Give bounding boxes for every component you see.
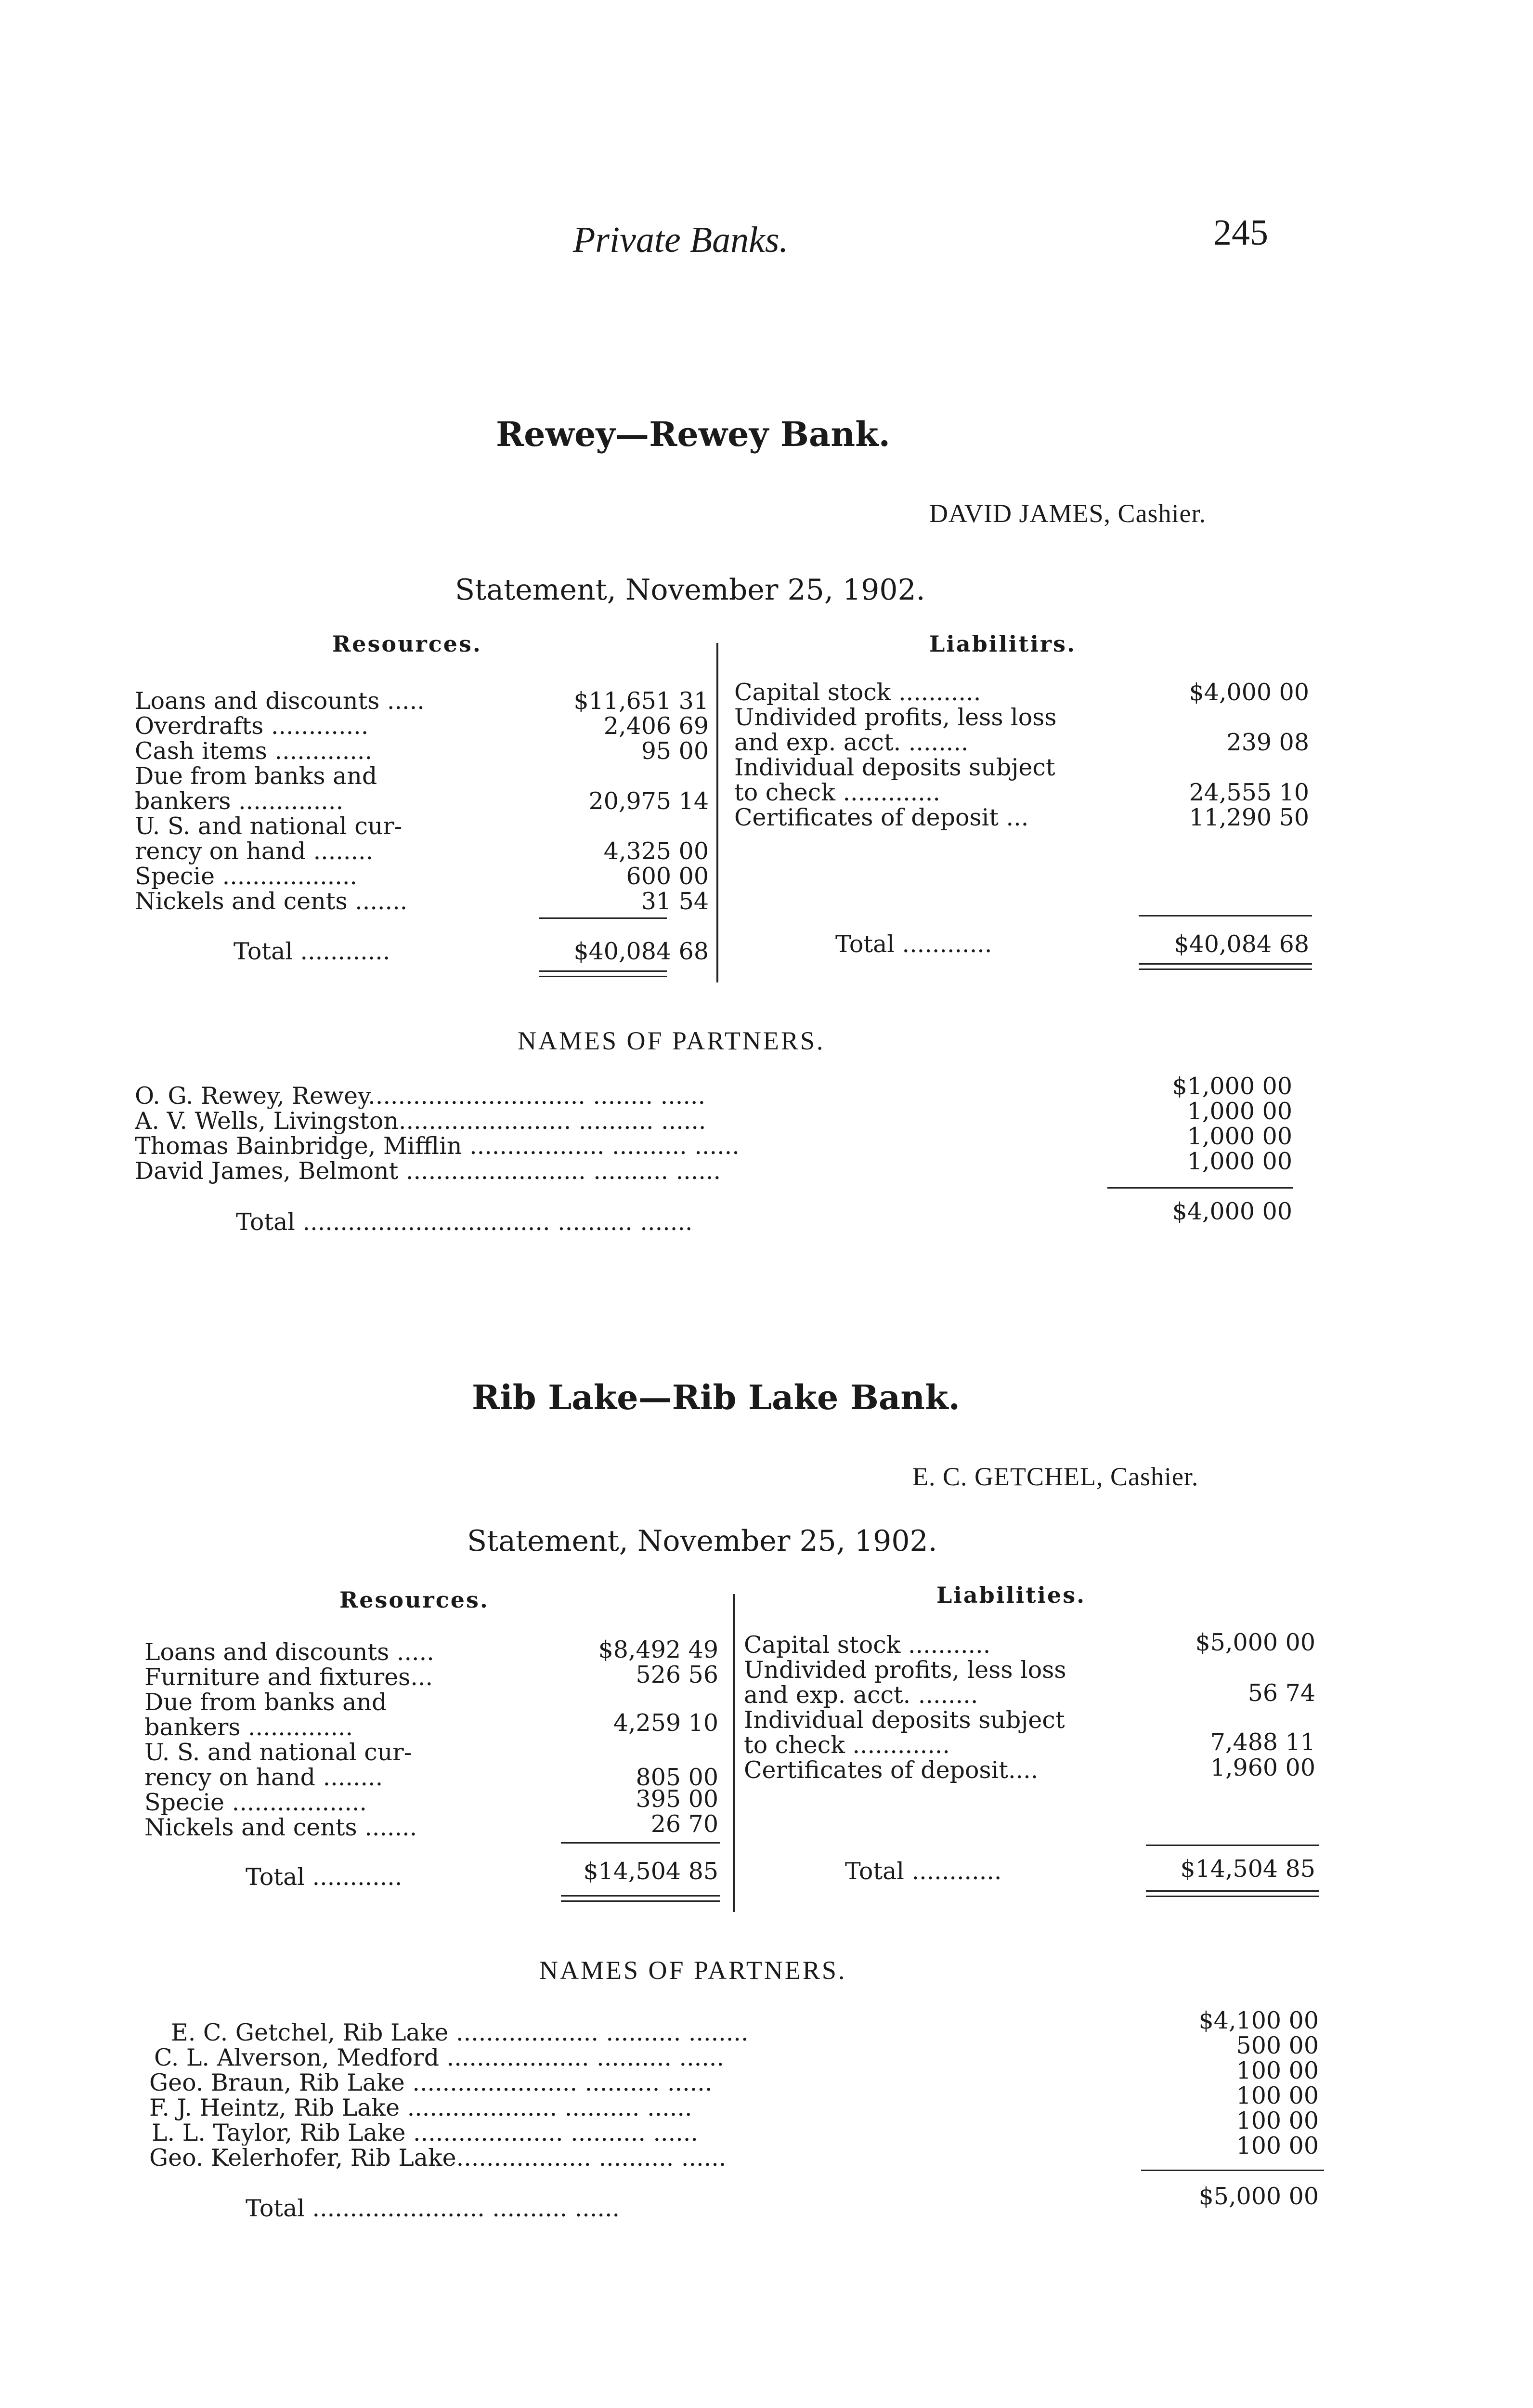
partner-amount: 100 00 bbox=[1236, 2082, 1319, 2109]
resource-amount: 4,259 10 bbox=[613, 1709, 718, 1737]
liability-amount: $4,000 00 bbox=[1189, 679, 1309, 706]
subtotal-rule bbox=[1146, 1845, 1319, 1846]
partners-heading: NAMES OF PARTNERS. bbox=[518, 1026, 825, 1055]
liability-label: to check ............. bbox=[744, 1731, 950, 1759]
resource-amount: $8,492 49 bbox=[598, 1636, 718, 1663]
cashier-name: DAVID JAMES, Cashier. bbox=[929, 499, 1207, 528]
subtotal-rule bbox=[539, 917, 667, 919]
resources-total-label: Total ............ bbox=[234, 938, 390, 965]
partner-name: David James, Belmont ........................ .......... ...... bbox=[135, 1159, 721, 1184]
resource-amount: 2,406 69 bbox=[603, 712, 709, 740]
resource-amount: 20,975 14 bbox=[588, 787, 709, 815]
partner-name: Geo. Braun, Rib Lake ...................... .......... ...... bbox=[149, 2070, 713, 2095]
partners-total-label: Total ....................... .......... ...... bbox=[246, 2196, 620, 2221]
subtotal-rule bbox=[1139, 915, 1312, 916]
partners-total-label: Total ................................. .......... ....... bbox=[236, 1210, 693, 1235]
liability-amount: 1,960 00 bbox=[1210, 1754, 1315, 1781]
liability-amount: 7,488 11 bbox=[1210, 1728, 1315, 1756]
resource-label: rency on hand ........ bbox=[144, 1764, 383, 1791]
resource-amount: 600 00 bbox=[626, 863, 709, 890]
resource-label: bankers .............. bbox=[135, 787, 344, 815]
total-double-rule bbox=[1146, 1890, 1319, 1897]
resource-label: Due from banks and bbox=[135, 762, 377, 790]
subtotal-rule bbox=[1141, 2170, 1324, 2171]
liability-label: Certificates of deposit ... bbox=[734, 804, 1029, 831]
subtotal-rule bbox=[561, 1842, 720, 1844]
total-double-rule bbox=[539, 970, 667, 977]
resource-amount: 395 00 bbox=[636, 1785, 718, 1813]
liability-label: Capital stock ........... bbox=[734, 679, 981, 706]
partner-name: C. L. Alverson, Medford ................... .......... ...... bbox=[154, 2045, 724, 2070]
liability-label: and exp. acct. ........ bbox=[744, 1681, 978, 1709]
total-double-rule bbox=[1139, 963, 1312, 970]
liabilities-heading: Liabilitirs. bbox=[929, 631, 1077, 657]
resource-label: Loans and discounts ..... bbox=[144, 1638, 434, 1666]
partner-amount: 1,000 00 bbox=[1187, 1098, 1292, 1125]
statement-date: Statement, November 25, 1902. bbox=[455, 573, 925, 607]
bank-title: Rib Lake—Rib Lake Bank. bbox=[472, 1377, 961, 1417]
partner-name: Geo. Kelerhofer, Rib Lake.................. .......... ...... bbox=[149, 2146, 727, 2171]
total-double-rule bbox=[561, 1895, 720, 1902]
resource-amount: 4,325 00 bbox=[603, 838, 709, 865]
resource-amount: 526 56 bbox=[636, 1661, 718, 1688]
liability-amount: 56 74 bbox=[1247, 1679, 1315, 1707]
page-number: 245 bbox=[1213, 212, 1268, 253]
column-divider bbox=[716, 643, 718, 982]
resource-label: U. S. and national cur- bbox=[144, 1739, 412, 1766]
resource-label: Specie .................. bbox=[144, 1789, 367, 1816]
liabilities-total-label: Total ............ bbox=[845, 1858, 1002, 1885]
liability-label: and exp. acct. ........ bbox=[734, 729, 969, 756]
statement-date: Statement, November 25, 1902. bbox=[467, 1524, 937, 1558]
resources-total-label: Total ............ bbox=[246, 1863, 403, 1891]
resource-label: U. S. and national cur- bbox=[135, 812, 403, 840]
resource-label: rency on hand ........ bbox=[135, 838, 374, 865]
partner-amount: 500 00 bbox=[1236, 2032, 1319, 2059]
column-divider bbox=[733, 1594, 735, 1912]
resources-heading: Resources. bbox=[332, 631, 482, 657]
resource-label: Overdrafts ............. bbox=[135, 712, 369, 740]
partner-amount: $1,000 00 bbox=[1172, 1073, 1292, 1100]
subtotal-rule bbox=[1107, 1187, 1293, 1189]
partner-amount: 1,000 00 bbox=[1187, 1148, 1292, 1175]
liability-label: Certificates of deposit.... bbox=[744, 1756, 1039, 1784]
resource-label: Cash items ............. bbox=[135, 737, 373, 765]
liability-amount: $5,000 00 bbox=[1195, 1629, 1315, 1656]
partner-amount: 1,000 00 bbox=[1187, 1123, 1292, 1150]
resource-amount: 805 00 bbox=[636, 1764, 718, 1791]
resource-amount: $11,651 31 bbox=[573, 687, 709, 715]
resources-heading: Resources. bbox=[339, 1587, 489, 1613]
partner-name: F. J. Heintz, Rib Lake .................... .......... ...... bbox=[149, 2095, 692, 2120]
resource-label: bankers .............. bbox=[144, 1714, 353, 1741]
partner-amount: 100 00 bbox=[1236, 2107, 1319, 2134]
partners-total: $4,000 00 bbox=[1172, 1198, 1292, 1225]
liability-label: to check ............. bbox=[734, 779, 940, 806]
liability-label: Undivided profits, less loss bbox=[744, 1656, 1066, 1684]
cashier-name: E. C. GETCHEL, Cashier. bbox=[912, 1462, 1199, 1491]
resource-label: Nickels and cents ....... bbox=[144, 1814, 417, 1841]
resource-label: Specie .................. bbox=[135, 863, 357, 890]
resource-amount: 26 70 bbox=[650, 1810, 718, 1838]
liability-amount: 24,555 10 bbox=[1189, 779, 1309, 806]
liability-label: Individual deposits subject bbox=[734, 754, 1055, 781]
resource-label: Loans and discounts ..... bbox=[135, 687, 425, 715]
resource-label: Furniture and fixtures... bbox=[144, 1663, 433, 1691]
resource-label: Due from banks and bbox=[144, 1688, 387, 1716]
partners-total: $5,000 00 bbox=[1198, 2183, 1319, 2210]
liabilities-heading: Liabilities. bbox=[936, 1582, 1086, 1608]
partners-heading: NAMES OF PARTNERS. bbox=[539, 1956, 847, 1985]
partner-amount: 100 00 bbox=[1236, 2057, 1319, 2084]
liabilities-total: $14,504 85 bbox=[1180, 1855, 1315, 1883]
resources-total: $40,084 68 bbox=[573, 938, 709, 965]
bank-title: Rewey—Rewey Bank. bbox=[496, 414, 891, 454]
partner-name: L. L. Taylor, Rib Lake .................... .......... ...... bbox=[152, 2120, 698, 2146]
partner-name: O. G. Rewey, Rewey............................. ........ ...... bbox=[135, 1084, 706, 1109]
liability-amount: 239 08 bbox=[1226, 729, 1309, 756]
running-title: Private Banks. bbox=[573, 220, 789, 260]
resource-amount: 95 00 bbox=[641, 737, 709, 765]
resource-label: Nickels and cents ....... bbox=[135, 888, 408, 915]
partner-name: Thomas Bainbridge, Mifflin .................. .......... ...... bbox=[135, 1134, 740, 1159]
liabilities-total: $40,084 68 bbox=[1174, 930, 1309, 958]
partner-name: A. V. Wells, Livingston....................... .......... ...... bbox=[135, 1109, 706, 1134]
resource-amount: 31 54 bbox=[641, 888, 709, 915]
liability-label: Capital stock ........... bbox=[744, 1631, 991, 1659]
liabilities-total-label: Total ............ bbox=[835, 930, 992, 958]
liability-label: Individual deposits subject bbox=[744, 1706, 1065, 1734]
resources-total: $14,504 85 bbox=[583, 1858, 718, 1885]
liability-label: Undivided profits, less loss bbox=[734, 704, 1057, 731]
partner-amount: $4,100 00 bbox=[1198, 2007, 1319, 2034]
liability-amount: 11,290 50 bbox=[1189, 804, 1309, 831]
partner-name: E. C. Getchel, Rib Lake ................... .......... ........ bbox=[171, 2020, 749, 2045]
partner-amount: 100 00 bbox=[1236, 2132, 1319, 2159]
